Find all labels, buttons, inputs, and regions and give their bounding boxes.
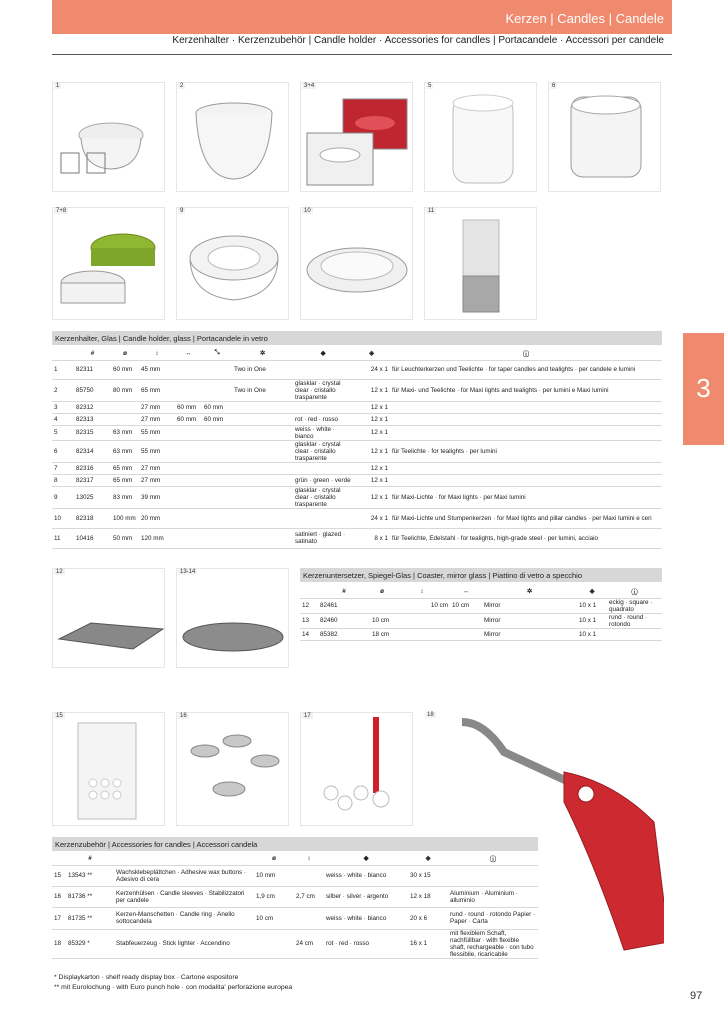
tile-number: 5 <box>428 83 432 89</box>
table3-title: Kerzenzubehör | Accessories for candles | Accessori candela <box>52 837 538 851</box>
table-row: 1 82311 60 mm 45 mm Two in One 24 x 1 für Leuchterkerzen und Teelichte · for taper candles and tealights · per candele e lumini <box>52 360 662 379</box>
table1-title: Kerzenhalter, Glas | Candle holder, glass | Portacandele in vetro <box>52 331 662 345</box>
table-candle-holders <box>52 347 662 549</box>
glass-holder-image <box>177 208 290 321</box>
tile-number: 11 <box>428 208 435 214</box>
table-row: 6 82314 63 mm 55 mm glasklar · crystal clear · cristallo trasparente 12 x 1 für Teelichte · for tealights · per lumini <box>52 440 662 462</box>
package-icon: ◈ <box>353 347 390 360</box>
product-tile-10 <box>300 207 413 320</box>
width-icon: ↔ <box>175 347 202 360</box>
satinated-holder-image <box>425 208 538 321</box>
table2-title: Kerzenuntersetzer, Spiegel-Glas | Coaster, mirror glass | Piattino di vetro a specchio <box>300 568 662 582</box>
table-row: 11 10416 50 mm 120 mm satiniert · glazed · satinato 8 x 1 für Teelichte, Edelstahl · for tealights, high-grade steel · per lumini, acciaio <box>52 528 662 548</box>
page-title: Kerzen | Candles | Candele <box>505 11 664 26</box>
product-tile-16 <box>176 712 289 826</box>
table-row: 7 82316 65 mm 27 mm 12 x 1 <box>52 462 662 474</box>
divider <box>52 54 672 55</box>
table-row: 8 82317 65 mm 27 mm grün · green · verde 12 x 1 <box>52 474 662 486</box>
table-row: 2 85750 80 mm 65 mm Two in One glasklar · crystal clear · cristallo trasparente 12 x 1 für Maxi- und Teelichte · for Maxi lights and tealights · per lumini e Maxi lumini <box>52 379 662 401</box>
table-row: 15 13543 ** Wachsklebeplättchen · Adhesive wax buttons · Adesivo di cera 10 mm weiss · white · bianco 30 x 15 <box>52 865 538 886</box>
tile-number: 10 <box>304 208 311 214</box>
feature-icon: ✲ <box>482 585 577 598</box>
tile-number: 15 <box>56 713 63 719</box>
page-subtitle: Kerzenhalter · Kerzenzubehör | Candle holder · Accessories for candles | Portacandele · Accessori per candele <box>172 35 664 46</box>
page-number: 97 <box>690 990 703 1002</box>
tile-number: 1 <box>56 83 60 89</box>
product-tile-15 <box>52 712 165 826</box>
table-row: 9 13025 83 mm 39 mm glasklar · crystal clear · cristallo trasparente 12 x 1 für Maxi-Lichte · for Maxi lights · per Maxi lumini <box>52 486 662 508</box>
table-row: 3 82312 27 mm 60 mm 60 mm 12 x 1 <box>52 401 662 413</box>
table-header: # ø ↕ ◆ ◈ ⓘ <box>52 852 538 865</box>
color-icon: ◆ <box>293 347 353 360</box>
table-row: 14 85382 18 cm Mirror 10 x 1 <box>300 628 662 640</box>
candle-sleeves-image <box>177 713 290 827</box>
package-icon: ◈ <box>577 585 607 598</box>
table-row: 13 82460 10 cm Mirror 10 x 1 rund · round · rotondo <box>300 613 662 628</box>
tile-number: 2 <box>180 83 184 89</box>
height-icon: ↕ <box>139 347 175 360</box>
tile-number: 18 <box>427 712 434 718</box>
info-icon: ⓘ <box>448 852 538 865</box>
tile-number: 7+8 <box>56 208 67 214</box>
footnote-euro-hole: ** mit Eurolochung · with Euro punch hole · con modalita' perforazione europea <box>54 984 293 991</box>
product-tile-6 <box>548 82 661 192</box>
product-tile-17 <box>300 712 413 826</box>
round-mirror-image <box>177 569 290 669</box>
length-icon: ⤡ <box>202 347 232 360</box>
white-holder-image <box>425 83 538 193</box>
width-icon: ↔ <box>450 585 482 598</box>
green-holder-image <box>53 208 166 321</box>
table-row: 18 85329 * Stabfeuerzeug · Stick lighter · Accendino 24 cm rot · red · rosso 16 x 1 mit flexiblem Schaft, nachfüllbar · with flexible shaft, rechargeable · con tubo flessibile, ricaricabile <box>52 929 538 958</box>
table-row: 5 82315 63 mm 55 mm weiss · white · bianco 12 x 1 <box>52 425 662 440</box>
header-bar <box>52 0 672 34</box>
tile-number: 6 <box>552 83 556 89</box>
product-tile-11 <box>424 207 537 320</box>
footnote-display-box: * Displaykarton · shelf ready display box · Cartone espositore <box>54 974 239 981</box>
tile-number: 9 <box>180 208 184 214</box>
color-icon: ◆ <box>324 852 408 865</box>
product-tile-3-4 <box>300 82 413 192</box>
tile-number: 13-14 <box>180 569 196 575</box>
col-diameter: ø <box>111 347 139 360</box>
height-icon: ↕ <box>294 852 324 865</box>
square-mirror-image <box>53 569 166 669</box>
glass-holder-image <box>177 83 290 193</box>
table-row: 12 82461 10 cm 10 cm Mirror 10 x 1 eckig · square · quadrato <box>300 598 662 613</box>
tile-number: 17 <box>304 713 311 719</box>
chapter-tab: 3 <box>683 333 724 445</box>
table-row: 17 81735 ** Kerzen-Manschetten · Candle ring · Anello sottocandela 10 cm weiss · white · bianco 20 x 6 rund · round · rotondo Papier · Paper · Carta <box>52 907 538 929</box>
square-holder-image <box>301 83 414 193</box>
height-icon: ↕ <box>394 585 450 598</box>
tile-number: 12 <box>56 569 63 575</box>
wax-buttons-image <box>53 713 166 827</box>
product-tile-1 <box>52 82 165 192</box>
tile-number: 16 <box>180 713 187 719</box>
tile-number: 3+4 <box>304 83 315 89</box>
info-icon: ⓘ <box>390 347 662 360</box>
product-tile-7-8 <box>52 207 165 320</box>
feature-icon: ✲ <box>232 347 293 360</box>
product-tile-9 <box>176 207 289 320</box>
product-tile-2 <box>176 82 289 192</box>
col-article: # <box>74 347 111 360</box>
table-coasters <box>300 585 662 641</box>
candle-ring-image <box>301 713 414 827</box>
product-tile-13-14 <box>176 568 289 668</box>
glass-holder-image <box>53 83 166 193</box>
glass-holder-image <box>549 83 662 193</box>
product-tile-5 <box>424 82 537 192</box>
table-header: # ø ↕ ↔ ✲ ◈ ⓘ <box>300 585 662 598</box>
table-header <box>52 347 662 360</box>
table-row: 4 82313 27 mm 60 mm 60 mm rot · red · rosso 12 x 1 <box>52 413 662 425</box>
table-row: 16 81736 ** Kerzenhülsen · Candle sleeves · Stabilizzatori per candele 1,9 cm 2,7 cm silber · silver · argento 12 x 18 Aluminium · Aluminium · alluminio <box>52 886 538 907</box>
info-icon: ⓘ <box>607 585 662 598</box>
glass-dish-image <box>301 208 414 321</box>
package-icon: ◈ <box>408 852 448 865</box>
table-row: 10 82318 100 mm 20 mm 24 x 1 für Maxi-Lichte und Stumpenkerzen · for Maxi lights and pillar candles · per Maxi lumini e ceri <box>52 508 662 528</box>
product-tile-12 <box>52 568 165 668</box>
table-accessories <box>52 852 538 959</box>
